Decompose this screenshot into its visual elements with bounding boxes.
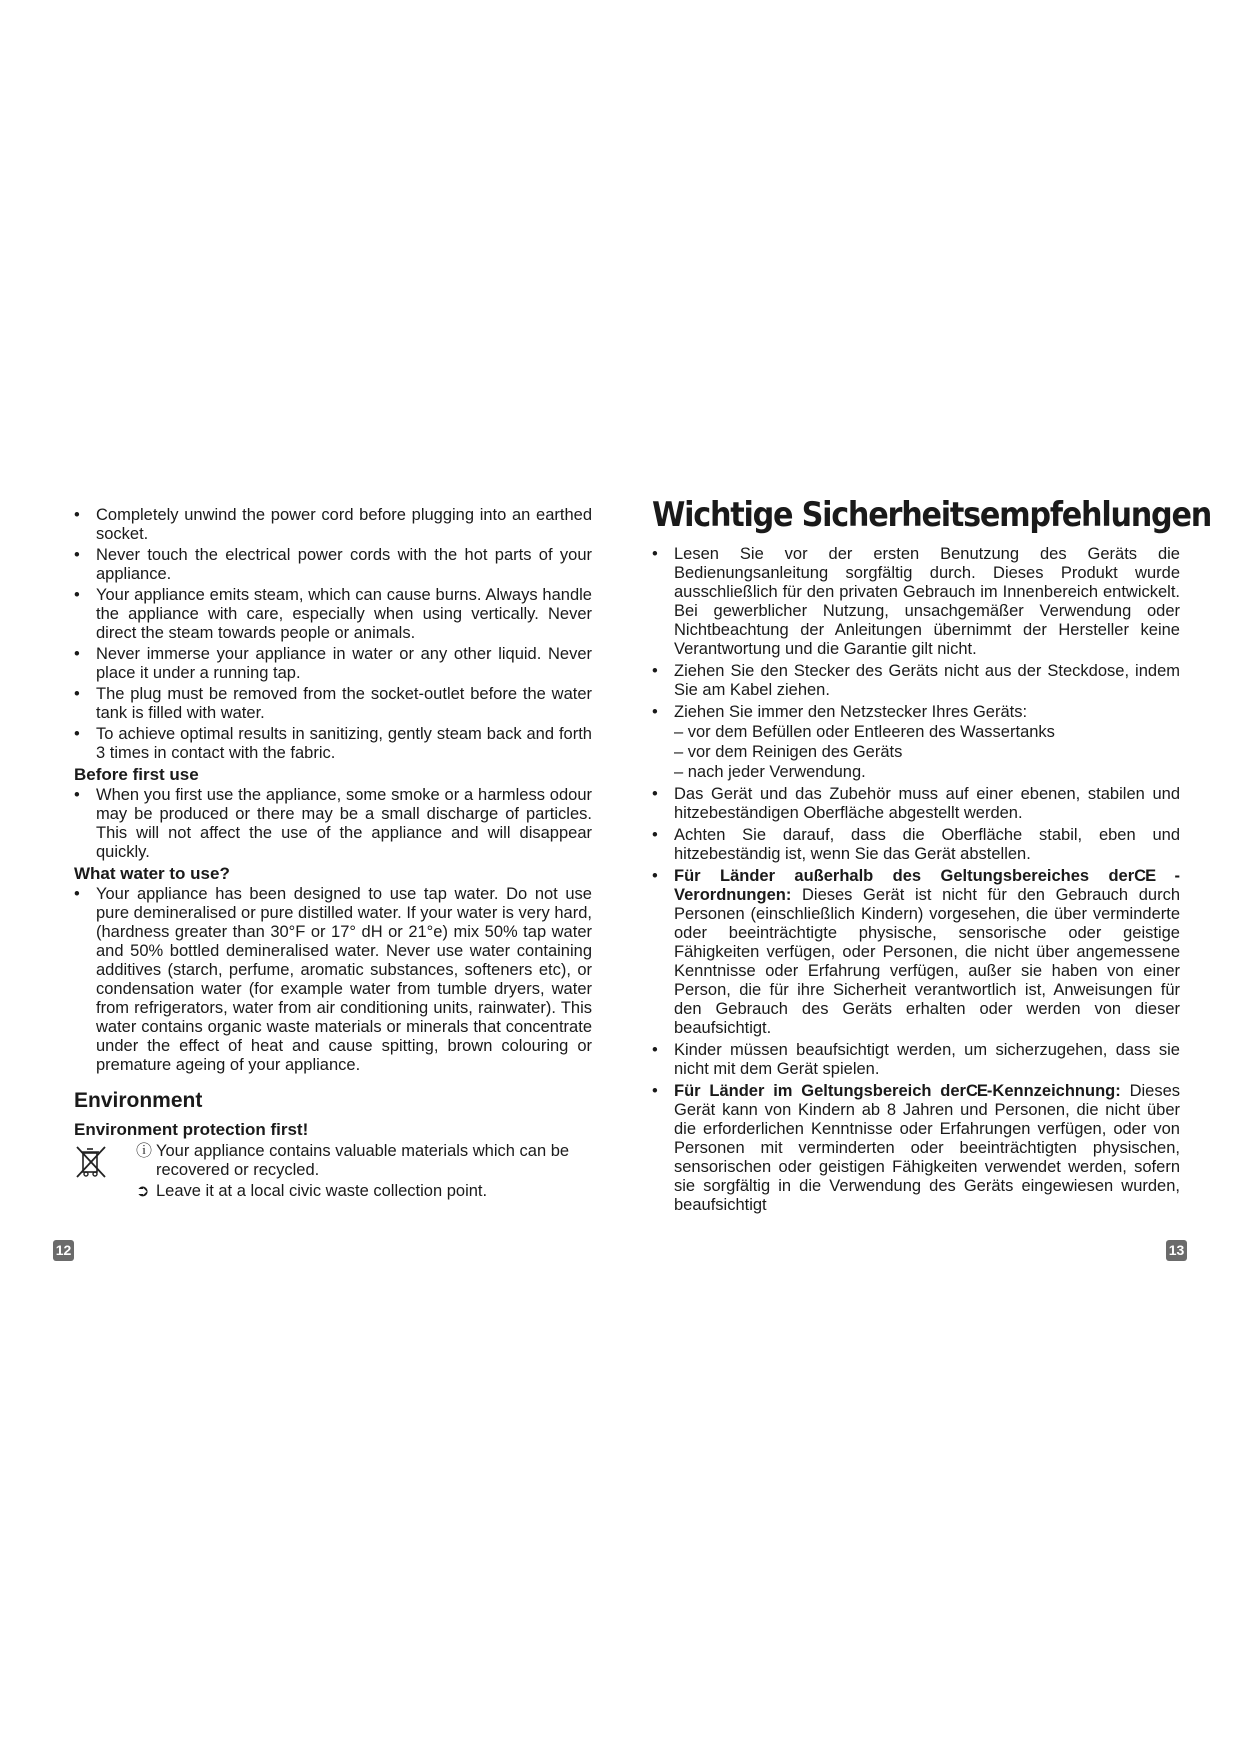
environment-note-collection — [136, 1182, 592, 1201]
page-number-left: 12 — [53, 1240, 74, 1261]
list-item: • Ziehen Sie den Stecker des Geräts nicht aus der Steckdose, indem Sie am Kabel ziehen. — [652, 662, 1180, 700]
list-item-text: Dieses Gerät kann von Kindern ab 8 Jahren und Personen, die nicht über die erforderlichen Kenntnisse oder Erfahrungen verfügen, oder von Personen mit verminderten oder beeinträchtigten physischen, sensorischen oder geistigen Fähigkeiten verwendet werden, sofern sie sorgfältig in die Verwendung des Geräts eingewiesen wurden, beaufsichtigt — [674, 1082, 1180, 1214]
list-item: • Das Gerät und das Zubehör muss auf einer ebenen, stabilen und hitzebeständigen Oberfläche abgestellt werden. — [652, 785, 1180, 823]
list-item: • Achten Sie darauf, dass die Oberfläche stabil, eben und hitzebeständig ist, wenn Sie das Gerät abstellen. — [652, 826, 1180, 864]
right-page-content — [652, 495, 1212, 1218]
list-item-bold: -Kennzeichnung: — [986, 1082, 1121, 1100]
list-item-bold: Für Länder außerhalb des Geltungsbereiches der — [674, 867, 1135, 885]
list-item: • To achieve optimal results in sanitizing, gently steam back and forth 3 times in contact with the fabric. — [74, 725, 592, 763]
arrow-right-icon: ➲ — [136, 1183, 150, 1200]
list-item: • Never touch the electrical power cords with the hot parts of your appliance. — [74, 546, 592, 584]
ce-mark-icon: CE — [1134, 867, 1156, 885]
list-item-text: Ziehen Sie immer den Netzstecker Ihres Geräts: — [674, 703, 1028, 721]
list-item: • Your appliance emits steam, which can cause burns. Always handle the appliance with care, especially when using vertically. Never direct the steam towards people or animals. — [74, 586, 592, 643]
list-item: • When you first use the appliance, some smoke or a harmless odour may be produced or there may be a small discharge of particles. This will not affect the use of the appliance and will disappear quickly. — [74, 786, 592, 862]
sub-item: – vor dem Befüllen oder Entleeren des Wassertanks — [674, 723, 1055, 741]
safety-bullet-list-de — [652, 545, 1180, 1215]
safety-bullet-list-en — [74, 506, 592, 763]
environment-note-text: Your appliance contains valuable materials which can be recovered or recycled. — [156, 1142, 570, 1179]
environment-note-text: Leave it at a local civic waste collection point. — [156, 1182, 488, 1200]
environment-heading: Environment — [74, 1089, 203, 1112]
list-item: • Lesen Sie vor der ersten Benutzung des Geräts die Bedienungsanleitung sorgfältig durch. Dieses Produkt wurde ausschließlich für den privaten Gebrauch im Innenbereich entwickelt. Bei gewerblicher Nutzung, unsachgemäßer Verwendung oder Nichtbeachtung der Anleitungen übernimmt der Hersteller keine Verantwortung und die Garantie gilt nicht. — [652, 545, 1180, 659]
list-item-text: Dieses Gerät ist nicht für den Gebrauch durch Personen (einschließlich Kindern) vorgesehen, die über verminderte oder beeinträchtigte physische, sensorische oder geistige Fähigkeiten verfügen, oder Personen, die nicht über angemessene Kenntnisse oder Erfahrung verfügen, außer sie haben von einer Person, die für ihre Sicherheit verantwortlich ist, Anweisungen für den Gebrauch des Geräts erhalten oder werden von dieser beaufsichtigt. — [674, 886, 1180, 1037]
list-item — [652, 867, 1180, 1038]
list-item: • Completely unwind the power cord before plugging into an earthed socket. — [74, 506, 592, 544]
what-water-list — [74, 885, 592, 1075]
before-first-use-list — [74, 786, 592, 862]
environment-notes — [74, 1142, 592, 1201]
list-item — [652, 1082, 1180, 1215]
before-first-use-heading: Before first use — [74, 765, 199, 784]
left-page-content — [74, 506, 592, 1203]
page-title: Wichtige Sicherheitsempfehlungen — [652, 495, 1212, 535]
list-item — [652, 703, 1180, 782]
list-item-bold: -Verordnungen: — [674, 867, 1180, 904]
info-icon: ⓘ — [136, 1143, 153, 1160]
list-item: • Your appliance has been designed to use tap water. Do not use pure demineralised or pure distilled water. If your water is very hard, (hardness greater than 30°F or 17° dH or 21°e) mix 50% tap water and 50% bottled demineralised water. Never use water containing additives (starch, perfume, aromatic substances, softeners etc), or condensation water (for example water from tumble dryers, water from refrigerators, water from air conditioning units, rainwater). This water contains organic waste materials or minerals that concentrate under the effect of heat and cause spitting, brown colouring or premature ageing of your appliance. — [74, 885, 592, 1075]
sub-item: – vor dem Reinigen des Geräts — [674, 743, 903, 761]
environment-note-recycle — [136, 1142, 592, 1180]
what-water-heading: What water to use? — [74, 864, 230, 883]
list-item-bold: Für Länder im Geltungsbereich der — [674, 1082, 966, 1100]
crossed-bin-icon — [74, 1144, 108, 1178]
ce-mark-icon: CE — [965, 1082, 987, 1100]
list-item: • Never immerse your appliance in water or any other liquid. Never place it under a running tap. — [74, 645, 592, 683]
environment-subheading: Environment protection first! — [74, 1120, 309, 1139]
list-item: • The plug must be removed from the socket-outlet before the water tank is filled with water. — [74, 685, 592, 723]
list-item: • Kinder müssen beaufsichtigt werden, um sicherzugehen, dass sie nicht mit dem Gerät spielen. — [652, 1041, 1180, 1079]
page-number-right: 13 — [1166, 1240, 1187, 1261]
sub-item: – nach jeder Verwendung. — [674, 763, 866, 781]
